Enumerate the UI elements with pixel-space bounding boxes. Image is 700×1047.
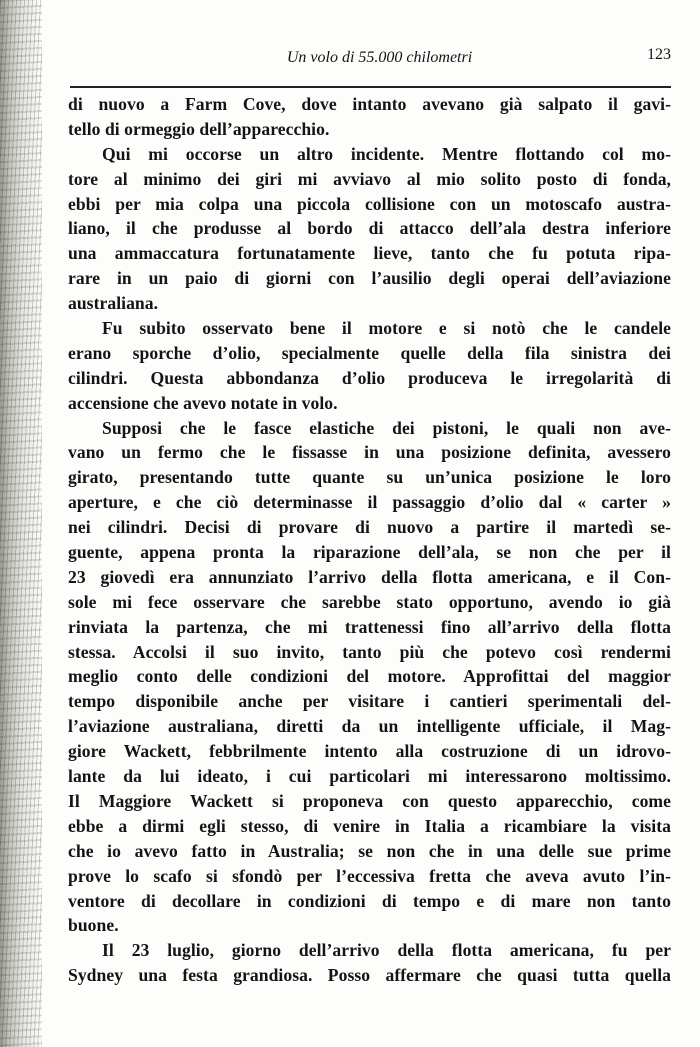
- text-line: tempo disponibile anche per visitare i cantieri sperimentali del-: [68, 691, 671, 712]
- scan-edge-shadow: [0, 0, 42, 1047]
- text-line: vano un fermo che le fissasse in una posizione definita, avessero: [68, 442, 671, 463]
- body-text: [68, 92, 671, 988]
- text-line: Sydney una festa grandiosa. Posso affermare che quasi tutta quella: [68, 965, 671, 986]
- text-line: australiana.: [68, 293, 159, 314]
- text-line: prove lo scafo si sfondò per l’eccessiva fretta che aveva avuto l’in-: [68, 865, 671, 886]
- text-line: tello di ormeggio dell’apparecchio.: [68, 118, 330, 139]
- text-line: nei cilindri. Decisi di provare di nuovo a partire il martedì se-: [68, 517, 671, 538]
- text-line: 23 giovedì era annunziato l’arrivo della flotta americana, e il Con-: [68, 566, 671, 587]
- running-title: Un volo di 55.000 chilometri: [286, 49, 473, 66]
- text-line: ebbi per mia colpa una piccola collisione con un motoscafo austra-: [68, 193, 671, 214]
- text-line: sole mi fece osservare che sarebbe stato opportuno, avendo io già: [68, 591, 671, 612]
- page-number: 123: [647, 46, 671, 63]
- text-line: liano, il che produsse al bordo di attacco dell’ala destra inferiore: [68, 218, 671, 239]
- text-line: erano sporche d’olio, specialmente quelle della fila sinistra dei: [68, 342, 671, 363]
- text-line: aperture, e che ciò determinasse il passaggio d’olio dal « carter »: [68, 492, 671, 513]
- text-line: Il 23 luglio, giorno dell’arrivo della flotta americana, fu per: [102, 940, 671, 961]
- text-line: tore al minimo dei giri mi avviavo al mio solito posto di fonda,: [68, 168, 671, 189]
- text-line: Fu subito osservato bene il motore e si notò che le candele: [102, 318, 671, 339]
- text-line: guente, appena pronta la riparazione dell’ala, se non che per il: [68, 542, 671, 563]
- text-line: lante da lui ideato, i cui particolari mi interessarono moltissimo.: [68, 766, 671, 787]
- text-line: rare in un paio di giorni con l’ausilio degli operai dell’aviazione: [68, 268, 671, 289]
- text-line: Il Maggiore Wackett si proponeva con questo apparecchio, come: [68, 790, 671, 811]
- text-line: giore Wackett, febbrilmente intento alla costruzione di un idrovo-: [68, 741, 671, 762]
- text-line: ventore di decollare in condizioni di tempo e di mare non tanto: [68, 890, 671, 911]
- text-line: l’aviazione australiana, diretti da un intelligente ufficiale, il Mag-: [68, 716, 671, 737]
- text-line: di nuovo a Farm Cove, dove intanto avevano già salpato il gavi-: [68, 94, 671, 114]
- text-line: rinviata la partenza, che mi trattenessi fino all’arrivo della flotta: [68, 616, 671, 637]
- text-line: girato, presentando tutte quante su un’unica posizione le loro: [68, 467, 671, 488]
- text-line: buone.: [68, 915, 119, 936]
- text-line: meglio conto delle condizioni del motore. Approfittai del maggior: [68, 666, 671, 687]
- text-line: cilindri. Questa abbondanza d’olio produceva le irregolarità di: [68, 367, 671, 388]
- header-rule: [70, 86, 671, 88]
- text-line: Supposi che le fasce elastiche dei pistoni, le quali non ave-: [102, 417, 671, 438]
- text-line: Qui mi occorse un altro incidente. Mentre flottando col mo-: [102, 143, 671, 164]
- text-line: che io avevo fatto in Australia; se non che in una delle sue prime: [68, 840, 671, 861]
- text-line: accensione che avevo notate in volo.: [68, 392, 338, 413]
- text-line: una ammaccatura fortunatamente lieve, tanto che fu potuta ripa-: [68, 243, 671, 264]
- text-line: stessa. Accolsi il suo invito, tanto più che potevo così rendermi: [68, 641, 671, 662]
- page-header: [68, 44, 671, 70]
- text-line: ebbe a dirmi egli stesso, di venire in Italia a ricambiare la visita: [68, 815, 671, 836]
